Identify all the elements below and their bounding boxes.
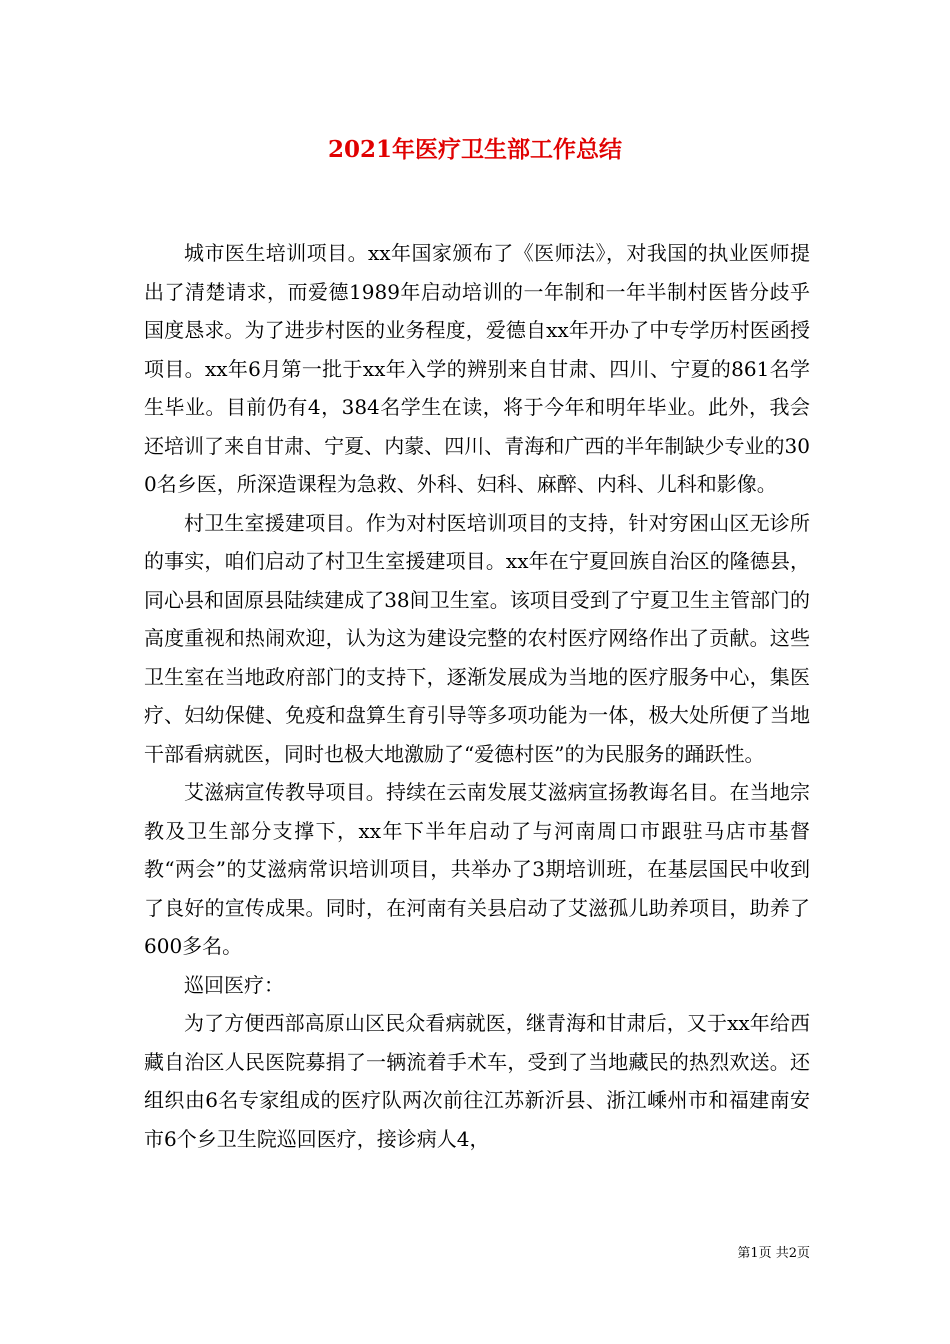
paragraph-mobile-medical-heading: 巡回医疗： (184, 972, 284, 997)
document-body (144, 234, 810, 1158)
document-title: 2021年医疗卫生部工作总结 (327, 136, 622, 163)
paragraph-mobile-medical: 为了方便西部高原山区民众看病就医，继青海和甘肃后，又于xx年给西藏自治区人民医院募捐了一辆流着手术车，受到了当地藏民的热烈欢送。还组织由6名专家组成的医疗队两次前往江苏新沂县、浙江嵊州市和福建南安市6个乡卫生院巡回医疗，接诊病人4， (144, 1011, 810, 1151)
paragraph-aids-education: 艾滋病宣传教导项目。持续在云南发展艾滋病宣扬教诲名目。在当地宗教及卫生部分支撑下，xx年下半年启动了与河南周口市跟驻马店市基督教“两会”的艾滋病常识培训项目，共举办了3期培训班，在基层国民中收到了良好的宣传成果。同时，在河南有关县启动了艾滋孤儿助养项目，助养了600多名。 (144, 780, 810, 958)
paragraph-clinic-construction: 村卫生室援建项目。作为对村医培训项目的支持，针对穷困山区无诊所的事实，咱们启动了村卫生室援建项目。xx年在宁夏回族自治区的隆德县，同心县和固原县陆续建成了38间卫生室。该项目受到了宁夏卫生主管部门的高度重视和热闹欢迎，认为这为建设完整的农村医疗网络作出了贡献。这些卫生室在当地政府部门的支持下，逐渐发展成为当地的医疗服务中心，集医疗、妇幼保健、免疫和盘算生育引导等多项功能为一体，极大处所便了当地干部看病就医，同时也极大地激励了“爱德村医”的为民服务的踊跃性。 (144, 510, 810, 766)
page-indicator: 第1页 共2页 (737, 1246, 810, 1261)
paragraph-doctor-training: 城市医生培训项目。xx年国家颁布了《医师法》，对我国的执业医师提出了清楚请求，而爱德1989年启动培训的一年制和一年半制村医皆分歧乎国度恳求。为了进步村医的业务程度，爱德自xx年开办了中专学历村医函授项目。xx年6月第一批于xx年入学的辨别来自甘肃、四川、宁夏的861名学生毕业。目前仍有4，384名学生在读，将于今年和明年毕业。此外，我会还培训了来自甘肃、宁夏、内蒙、四川、青海和广西的半年制缺少专业的300名乡医，所深造课程为急救、外科、妇科、麻醉、内科、儿科和影像。 (144, 241, 810, 496)
